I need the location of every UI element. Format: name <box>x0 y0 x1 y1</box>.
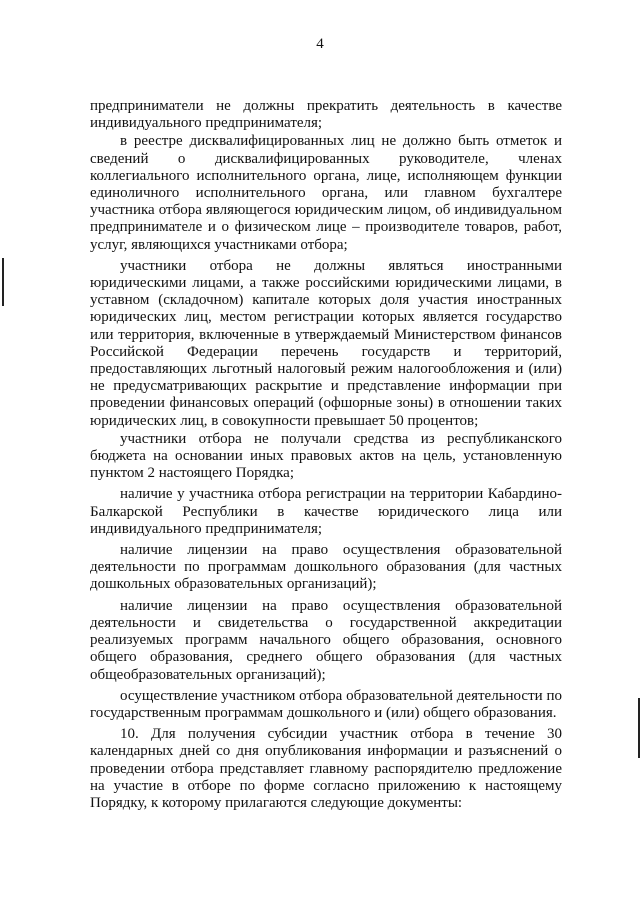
page-number: 4 <box>316 36 324 52</box>
paragraph-continuation: предприниматели не должны прекратить деятельность в качестве индивидуального предпринимателя; <box>90 98 562 132</box>
paragraph-disqualified-registry: в реестре дисквалифицированных лиц не должно быть отметок и сведений о дисквалифицированных руководителе, членах коллегиального исполнительного органа, лице, исполняющем функции единоличного исполнительного органа, или главном бухгалтере участника отбора являющегося юридическим лицом, об индивидуальном предпринимателе и о физическом лице – производителе товаров, работ, услуг, являющихся участниками отбора; <box>90 133 562 253</box>
paragraph-no-budget-funds: участники отбора не получали средства из республиканского бюджета на основании иных правовых актов на цель, установленную пунктом 2 настоящего Порядка; <box>90 430 562 482</box>
paragraph-educational-activity: осуществление участником отбора образовательной деятельности по государственным программам дошкольного и (или) общего образования. <box>90 687 562 721</box>
paragraph-license-general: наличие лицензии на право осуществления образовательной деятельности и свидетельства о государственной аккредитации реализуемых программ начального общего образования, основного общего образования, среднего общего образования (для частных общеобразовательных организаций); <box>90 597 562 683</box>
document-body <box>90 98 562 813</box>
scan-edge-mark-left <box>2 258 4 306</box>
paragraph-section-10: 10. Для получения субсидии участник отбора в течение 30 календарных дней со дня опубликования информации и разъяснений о проведении отбора представляет главному распорядителю предложение на участие в отборе по форме согласно приложению к настоящему Порядку, к которому прилагаются следующие документы: <box>90 726 562 811</box>
paragraph-license-preschool: наличие лицензии на право осуществления образовательной деятельности по программам дошкольного образования (для частных дошкольных образовательных организаций); <box>90 542 562 593</box>
paragraph-registration: наличие у участника отбора регистрации на территории Кабардино-Балкарской Республики в качестве юридического лица или индивидуального предпринимателя; <box>90 486 562 537</box>
paragraph-foreign-entities: участники отбора не должны являться иностранными юридическими лицами, а также российскими юридическими лицами, в уставном (складочном) капитале которых доля участия иностранных юридических лиц, местом регистрации которых является государство или территория, включенные в утверждаемый Министерством финансов Российской Федерации перечень государств и территорий, предоставляющих льготный налоговый режим налогообложения и (или) не предусматривающих раскрытие и представление информации при проведении финансовых операций (офшорные зоны) в отношении таких юридических лиц, в совокупности превышает 50 процентов; <box>90 257 562 429</box>
